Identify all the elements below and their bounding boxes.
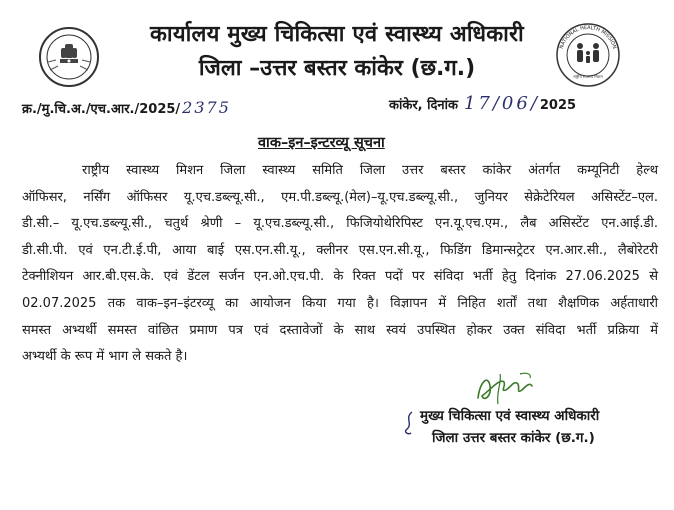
svg-text:NATIONAL HEALTH MISSION <box>559 25 617 50</box>
svg-text:राष्ट्रीय स्वास्थ्य मिशन: राष्ट्रीय स्वास्थ्य मिशन <box>573 74 603 79</box>
date-label: कांकेर, दिनांक <box>389 98 458 113</box>
date-handwritten: 17/06/ <box>463 93 540 114</box>
body-line: 02.07.2025 तक वाक–इन–इंटरव्यू का आयोजन किया गया है। विज्ञापन में निहित शर्तों तथा शैक्षणिक अर्हताधारी <box>22 295 658 311</box>
body-line: टेक्नीशियन आर.बी.एस.के. एवं डेंटल सर्जन एन.ओ.एच.पी. के रिक्त पदों पर संविदा भर्ती हेतु दिनांक 27.06.2025 से <box>22 269 658 285</box>
reference-prefix: क्र./मु.चि.अ./एच.आर./2025/ <box>22 102 181 117</box>
notice-body <box>22 158 658 371</box>
body-line: डी.सी.– यू.एच.डब्ल्यू.सी., चतुर्थ श्रेणी – यू.एच.डब्ल्यू.सी., फिजियोथेरिपिस्ट एन.यू.एच.एम., लैब असिस्टेंट एन.आई.डी. <box>22 216 658 232</box>
body-line: डी.सी.पी. एवं एन.टी.ई.पी, आया बाई एस.एन.सी.यू., क्लीनर एस.एन.सी.यू., फिडिंग डिमान्सट्रेटर एन.आर.सी., लैबोरेटरी <box>22 242 658 258</box>
pen-mark <box>402 410 416 436</box>
nhm-logo-text: NATIONAL HEALTH MISSION <box>558 24 618 50</box>
state-emblem-icon <box>38 26 100 88</box>
body-line: समस्त अभ्यर्थी समस्त वांछित प्रमाण पत्र एवं दस्तावेजों के साथ स्वयं उपस्थित होकर उक्त संविदा भर्ती प्रक्रिया में <box>22 322 658 338</box>
office-district: जिला –उत्तर बस्तर कांकेर (छ.ग.) <box>198 56 476 81</box>
office-title: कार्यालय मुख्य चिकित्सा एवं स्वास्थ्य अधिकारी <box>150 22 524 47</box>
notice-title: वाक–इन–इन्टरव्यू सूचना <box>258 135 385 151</box>
signatory-designation: मुख्य चिकित्सा एवं स्वास्थ्य अधिकारी <box>420 408 600 424</box>
body-line: अभ्यर्थी के रूप में भाग ले सकते है। <box>22 349 188 365</box>
date-line <box>389 93 576 114</box>
reference-handwritten-number: 2375 <box>182 98 231 117</box>
date-year: 2025 <box>539 98 577 113</box>
signatory-district: जिला उत्तर बस्तर कांकेर (छ.ग.) <box>432 430 595 446</box>
body-line: ऑफिसर, नर्सिंग ऑफिसर यू.एच.डब्ल्यू.सी., एम.पी.डब्ल्यू.(मेल)–यू.एच.डब्ल्यू.सी., जुनियर सेक्रेटेरियल असिस्टेंट–एल. <box>22 189 658 205</box>
reference-number <box>22 98 231 117</box>
body-line: राष्ट्रीय स्वास्थ्य मिशन जिला स्वास्थ्य समिति जिला उत्तर बस्तर कांकेर अंतर्गत कम्यूनिटी हेल्थ <box>82 163 658 178</box>
handwritten-signature <box>470 368 550 408</box>
national-health-mission-icon <box>555 22 621 92</box>
